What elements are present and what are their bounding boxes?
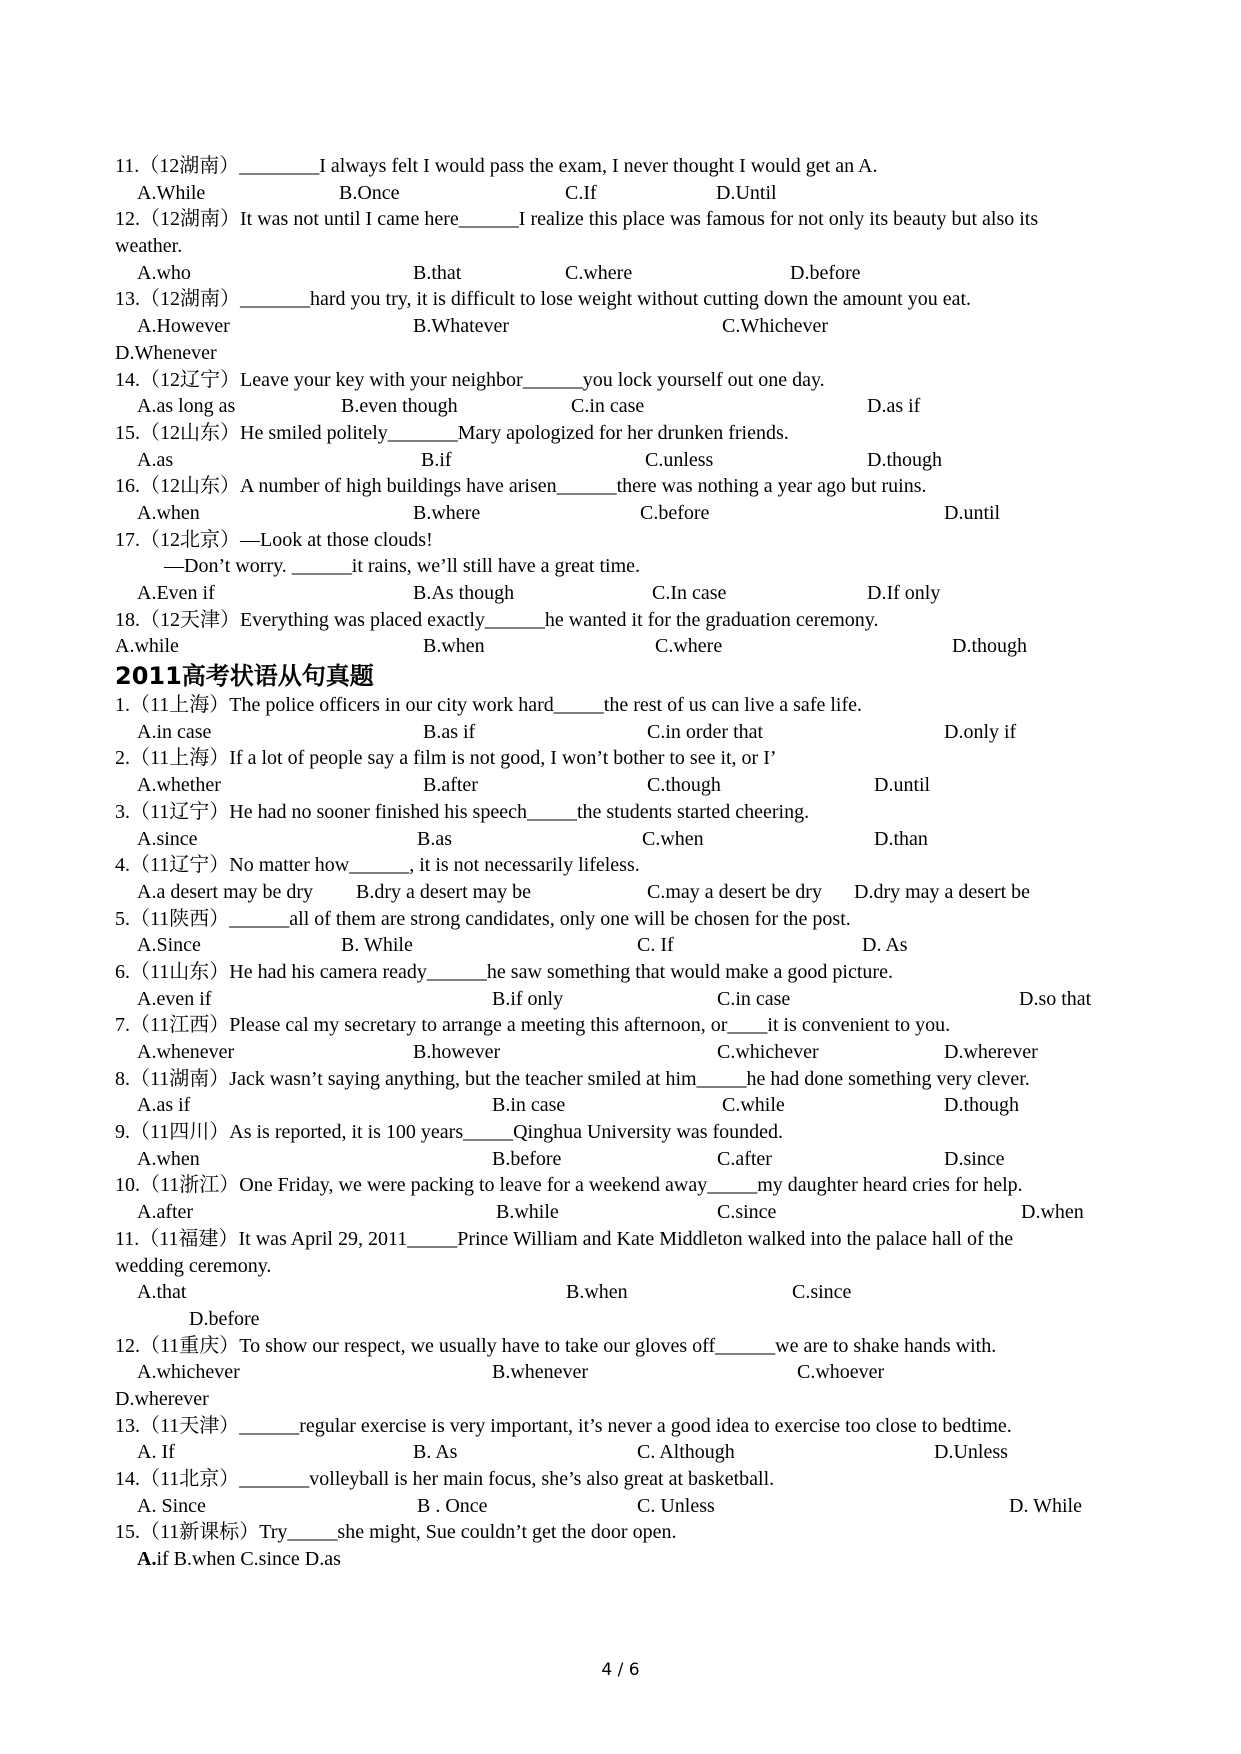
option: A.while (115, 635, 179, 658)
options-row (115, 1493, 1135, 1520)
question-line: 4.（11辽宁）No matter how______, it is not necessarily lifeless. (115, 854, 640, 877)
options-row (115, 1146, 1135, 1173)
question-line: 12.（12湖南）It was not until I came here______I realize this place was famous for not only its beauty but also its (115, 208, 1039, 231)
options-row (115, 1359, 1135, 1386)
option: C.may a desert be dry (647, 880, 822, 903)
option: C.since (792, 1281, 852, 1304)
options-row (115, 1439, 1135, 1466)
question-line: 10.（11浙江）One Friday, we were packing to leave for a weekend away_____my daughter heard cries for help. (115, 1174, 1023, 1197)
option: A.who (137, 261, 191, 284)
option: A.when (137, 501, 200, 524)
option: D.as if (867, 395, 921, 418)
option: B . Once (417, 1494, 488, 1517)
option: C.in order that (647, 720, 764, 743)
options-row (115, 1199, 1135, 1226)
question-line: 5.（11陕西）______all of them are strong candidates, only one will be chosen for the post. (115, 907, 851, 930)
question-line: 15.（12山东）He smiled politely_______Mary apologized for her drunken friends. (115, 421, 789, 444)
option: A.whichever (137, 1361, 240, 1384)
option: D. While (1009, 1494, 1082, 1517)
option: C. If (637, 934, 674, 957)
question-line: 18.（12天津）Everything was placed exactly______he wanted it for the graduation ceremony. (115, 608, 879, 631)
question-line: 16.（12山东）A number of high buildings have arisen______there was nothing a year ago but ruins. (115, 475, 927, 498)
question-line: 9.（11四川）As is reported, it is 100 years_____Qinghua University was founded. (115, 1121, 784, 1144)
option: B.dry a desert may be (356, 880, 531, 903)
option: B.even though (341, 395, 458, 418)
options-row (115, 580, 1135, 607)
option: A. If (137, 1441, 175, 1464)
option-text: if B.when C.since D.as (156, 1548, 341, 1571)
option: D.dry may a desert be (854, 880, 1031, 903)
option: D.Until (716, 181, 777, 204)
option: C.Whichever (722, 315, 829, 338)
option: B.where (413, 501, 481, 524)
question-line: 14.（11北京）_______volleyball is her main focus, she’s also great at basketball. (115, 1468, 775, 1490)
question-line: —Don’t worry. ______it rains, we’ll still have a great time. (164, 555, 641, 578)
option: D.before (790, 261, 861, 284)
option: A.in case (137, 720, 212, 743)
question-line: 11.（12湖南）________I always felt I would pass the exam, I never thought I would get an A. (115, 155, 878, 177)
option: B.that (413, 261, 462, 284)
question-line: 11.（11福建）It was April 29, 2011_____Prince William and Kate Middleton walked into the palace hall of the (115, 1227, 1014, 1250)
options-row (115, 313, 1135, 340)
question-line: wedding ceremony. (115, 1254, 272, 1277)
option: D. As (862, 934, 908, 957)
question-line: 13.（11天津）______regular exercise is very important, it’s never a good idea to exercise too close to bedtime. (115, 1414, 1012, 1437)
options-row (115, 1092, 1135, 1119)
question-line: 3.（11辽宁）He had no sooner finished his speech_____the students started cheering. (115, 800, 810, 823)
option: C.while (722, 1094, 785, 1117)
option: D.until (874, 774, 931, 797)
option: A.as long as (137, 395, 236, 418)
options-row (115, 986, 1135, 1013)
options-row (115, 719, 1135, 746)
question-line: 6.（11山东）He had his camera ready______he saw something that would make a good picture. (115, 960, 893, 983)
option: C.whoever (797, 1361, 885, 1384)
question-line: 2.（11上海）If a lot of people say a film is not good, I won’t bother to see it, or I’ (115, 747, 777, 770)
option: C.where (565, 261, 633, 284)
option: D.though (944, 1094, 1019, 1117)
question-line: 1.（11上海）The police officers in our city work hard_____the rest of us can live a safe life. (115, 694, 863, 717)
option: D.when (1021, 1201, 1084, 1224)
option: C.where (655, 635, 723, 658)
option: D.If only (867, 582, 941, 604)
options-row (115, 180, 1135, 207)
option: A.However (137, 315, 230, 338)
option: B.Once (339, 181, 400, 204)
option: C.before (640, 501, 710, 524)
option: C.unless (645, 448, 714, 471)
option: C.in case (717, 987, 791, 1010)
question-line: 8.（11湖南）Jack wasn’t saying anything, but the teacher smiled at him_____he had done something very clever. (115, 1067, 1030, 1090)
option: C.If (565, 181, 597, 204)
options-row (115, 1039, 1135, 1066)
option: C.whichever (717, 1041, 819, 1063)
option: B.as (417, 827, 452, 850)
option: C. Unless (637, 1494, 715, 1517)
option: B.in case (492, 1094, 566, 1117)
document-page (115, 153, 1135, 1573)
options-row (115, 879, 1135, 906)
option: A.While (137, 181, 206, 204)
question-line: 12.（11重庆）To show our respect, we usually have to take our gloves off______we are to shake hands with. (115, 1334, 997, 1357)
options-row (115, 447, 1135, 474)
question-line: 14.（12辽宁）Leave your key with your neighbor______you lock yourself out one day. (115, 368, 825, 391)
option: B.while (496, 1201, 559, 1224)
option: B.before (492, 1147, 562, 1170)
option: C. Although (637, 1441, 735, 1464)
option: C.In case (652, 582, 727, 604)
question-line: 15.（11新课标）Try_____she might, Sue couldn’t get the door open. (115, 1521, 677, 1544)
option: A.Since (137, 934, 201, 957)
option: D.than (874, 827, 928, 850)
question-line: 17.（12北京）—Look at those clouds! (115, 528, 433, 551)
option: A.after (137, 1201, 194, 1224)
options-row (115, 393, 1135, 420)
option: C.though (647, 774, 721, 797)
option: B.if (421, 448, 452, 471)
option: B.when (423, 635, 485, 658)
options-row (115, 260, 1135, 287)
option: B.whenever (492, 1361, 589, 1384)
option: B. While (341, 934, 413, 957)
answer-marker: A. (137, 1548, 157, 1571)
option: D.Unless (934, 1441, 1008, 1464)
option: A.whenever (137, 1041, 235, 1063)
option: C.in case (571, 395, 645, 418)
option: D.Whenever (115, 341, 217, 364)
options-row (115, 500, 1135, 527)
question-line: weather. (115, 235, 183, 258)
option: A.since (137, 827, 198, 850)
option: D.until (944, 501, 1001, 524)
option: A.whether (137, 774, 221, 797)
option: B. As (413, 1441, 458, 1464)
option: A.a desert may be dry (137, 880, 314, 903)
options-row (115, 826, 1135, 853)
option: A. Since (137, 1494, 206, 1517)
question-line: 7.（11江西）Please cal my secretary to arrange a meeting this afternoon, or____it is convenient to you. (115, 1014, 951, 1037)
option: A.that (137, 1281, 187, 1304)
option: B.As though (413, 582, 515, 604)
option: D.wherever (944, 1041, 1038, 1063)
option: A.as (137, 448, 174, 471)
question-line: 13.（12湖南）_______hard you try, it is difficult to lose weight without cutting down the amount you eat. (115, 288, 972, 311)
options-row (115, 772, 1135, 799)
option: A.as if (137, 1094, 191, 1117)
option: B.however (413, 1041, 501, 1063)
option: B.when (566, 1281, 628, 1304)
option: A.even if (137, 987, 212, 1010)
option: C.when (642, 827, 704, 850)
option: D.so that (1019, 987, 1092, 1010)
option: D.since (944, 1147, 1005, 1170)
option: B.Whatever (413, 315, 510, 338)
option: D.though (952, 635, 1027, 658)
option: D.before (189, 1307, 260, 1330)
option: D.only if (944, 720, 1017, 743)
option: B.after (423, 774, 478, 797)
option: B.if only (492, 987, 564, 1010)
option: C.after (717, 1147, 772, 1170)
option: D.wherever (115, 1387, 209, 1410)
option: A.when (137, 1147, 200, 1170)
section-heading: 2011高考状语从句真题 (115, 662, 374, 691)
options-row (115, 932, 1135, 959)
option: B.as if (423, 720, 476, 743)
options-row (115, 1546, 1135, 1573)
page-number: 4 / 6 (601, 1660, 640, 1680)
option: D.though (867, 448, 942, 471)
option: C.since (717, 1201, 777, 1224)
options-row (115, 633, 1135, 660)
option: A.Even if (137, 582, 215, 604)
options-row (115, 1279, 1135, 1306)
